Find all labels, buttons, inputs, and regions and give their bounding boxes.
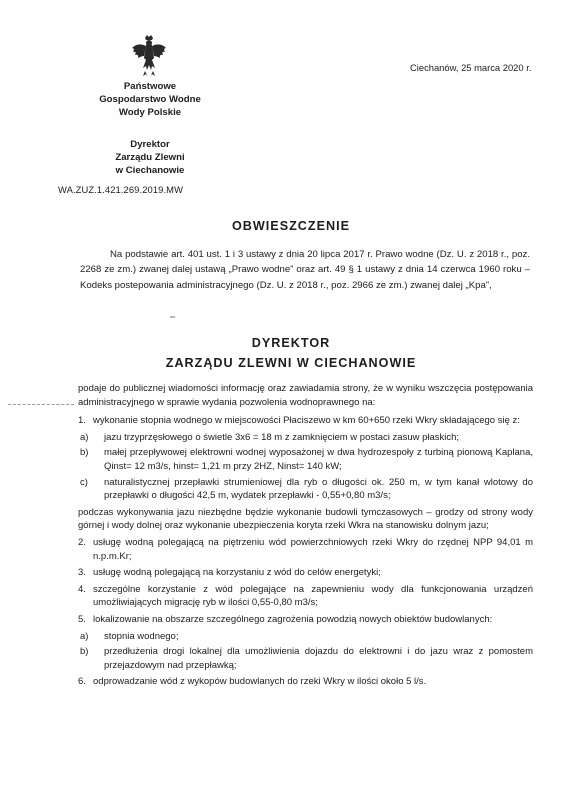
list-number: 2. [78,536,86,548]
document-date: Ciechanów, 25 marca 2020 r. [410,62,532,73]
list-item-text: odprowadzanie wód z wykopów budowlanych do rzeki Wkry w ilości około 5 l/s. [93,676,427,688]
sub-list-item [78,645,533,672]
institution-line: Wody Polskie [118,107,182,118]
notice-body [78,382,533,692]
list-item-text: wykonanie stopnia wodnego w miejscowości Płaciszewo w km 60+650 rzeki Wkry składającego się z: [93,415,520,427]
list-number: 5. [78,613,86,625]
list-item [78,613,533,627]
institution-name [60,80,240,119]
sub-list-letter: a) [80,431,89,443]
institution-line: Gospodarstwo Wodne [99,94,201,105]
list-number: 1. [78,415,86,427]
sub-list-item [78,476,533,503]
sub-list-text: stopnia wodnego; [104,630,179,642]
sub-list-text: małej przepływowej elektrowni wodnej wyposażonej w dwa hydrozespoły z turbiną pionową Kaplana, Qinst= 12 m3/s, hinst= 1,21 m przy 2HZ, Ninst= 140 kW; [104,447,533,472]
list-item-text: lokalizowanie na obszarze szczególnego zagrożenia powodzią nowych obiektów budowlanych: [93,613,493,625]
list-item-text: usługę wodną polegającą na piętrzeniu wód powierzchniowych rzeki Wkry do rzędnej NPP 94,01 m n.p.m.Kr; [93,536,533,562]
authority-line: Dyrektor [130,139,170,150]
list-item [78,536,533,563]
sub-list-text: przedłużenia drogi lokalnej dla umożliwienia dojazdu do elektrowni i do jazu wraz z pomostem przejazdowym nad przepławką; [104,646,533,671]
construction-note: podczas wykonywania jazu niezbędne będzie wykonanie budowli tymczasowych – grodzy od strony wody górnej i wody dolnej oraz wykonanie ubezpieczenia koryta rzeki Wkra na stanowisku dolnym jazu; [78,506,533,532]
list-number: 4. [78,583,86,595]
legal-basis-paragraph [80,247,530,293]
institution-line: Państwowe [123,81,177,92]
list-item [78,414,533,428]
authority-line: Zarządu Zlewni [115,152,185,163]
sub-list-item [78,431,533,445]
eagle-emblem-icon [130,34,168,78]
legal-basis-text: Na podstawie art. 401 ust. 1 i 3 ustawy z dnia 20 lipca 2017 r. Prawo wodne (Dz. U. z 2018 r., poz. 2268 ze zm.) zwanej dalej ustawą „Prawo wodne” oraz art. 49 § 1 ustawy z dnia 14 czerwca 1960 roku – Kodeks postepowania administracyjnego (Dz. U. z 2018 r., poz. 2966 ze zm.) zwanej dalej „Kpa”, [80,249,530,291]
sub-list-letter: b) [80,646,89,658]
heading-line: DYREKTOR [251,336,331,350]
sub-list-text: jazu trzyprzęsłowego o świetle 3x6 = 18 m z zamknięciem w postaci zasuw płaskich; [104,431,460,443]
sub-list-item [78,446,533,473]
list-item-text: usługę wodną polegającą na korzystaniu z wód do celów energetyki; [93,567,381,579]
list-number: 3. [78,567,86,579]
sub-list-item [78,630,533,644]
issuing-authority [60,138,240,177]
sub-list-text: naturalistycznej przepławki strumieniowej dla ryb o długości ok. 250 m, w tym kanał wlotowy do przepławki o długości 42,5 m, wydatek przepławki - 0,55+0,80 m3/s; [104,476,533,502]
lead-paragraph: podaje do publicznej wiadomości informację oraz zawiadamia strony, że w wyniku wszczęcia postępowania administracyjnego w sprawie wydania pozwolenia wodnoprawnego na: [78,383,533,408]
sub-list-letter: c) [80,476,88,488]
list-item [78,566,533,580]
sub-list-letter: a) [80,630,89,642]
case-signature: WA.ZUZ.1.421.269.2019.MW [58,184,184,195]
list-number: 6. [78,676,86,688]
heading-line: ZARZĄDU ZLEWNI W CIECHANOWIE [165,356,417,370]
list-item [78,675,533,689]
list-item [78,583,533,610]
authority-heading [0,333,582,373]
scan-artifact-dash [8,404,74,405]
authority-line: w Ciechanowie [115,165,185,176]
scan-artifact [170,316,175,318]
document-title: OBWIESZCZENIE [232,219,350,233]
sub-list-letter: b) [80,447,89,459]
list-item-text: szczególne korzystanie z wód polegające na zapewnieniu wody dla funkcjonowania urządzeń umożliwiających migrację ryb w ilości 0,55-0,80 m3/s; [93,583,533,609]
